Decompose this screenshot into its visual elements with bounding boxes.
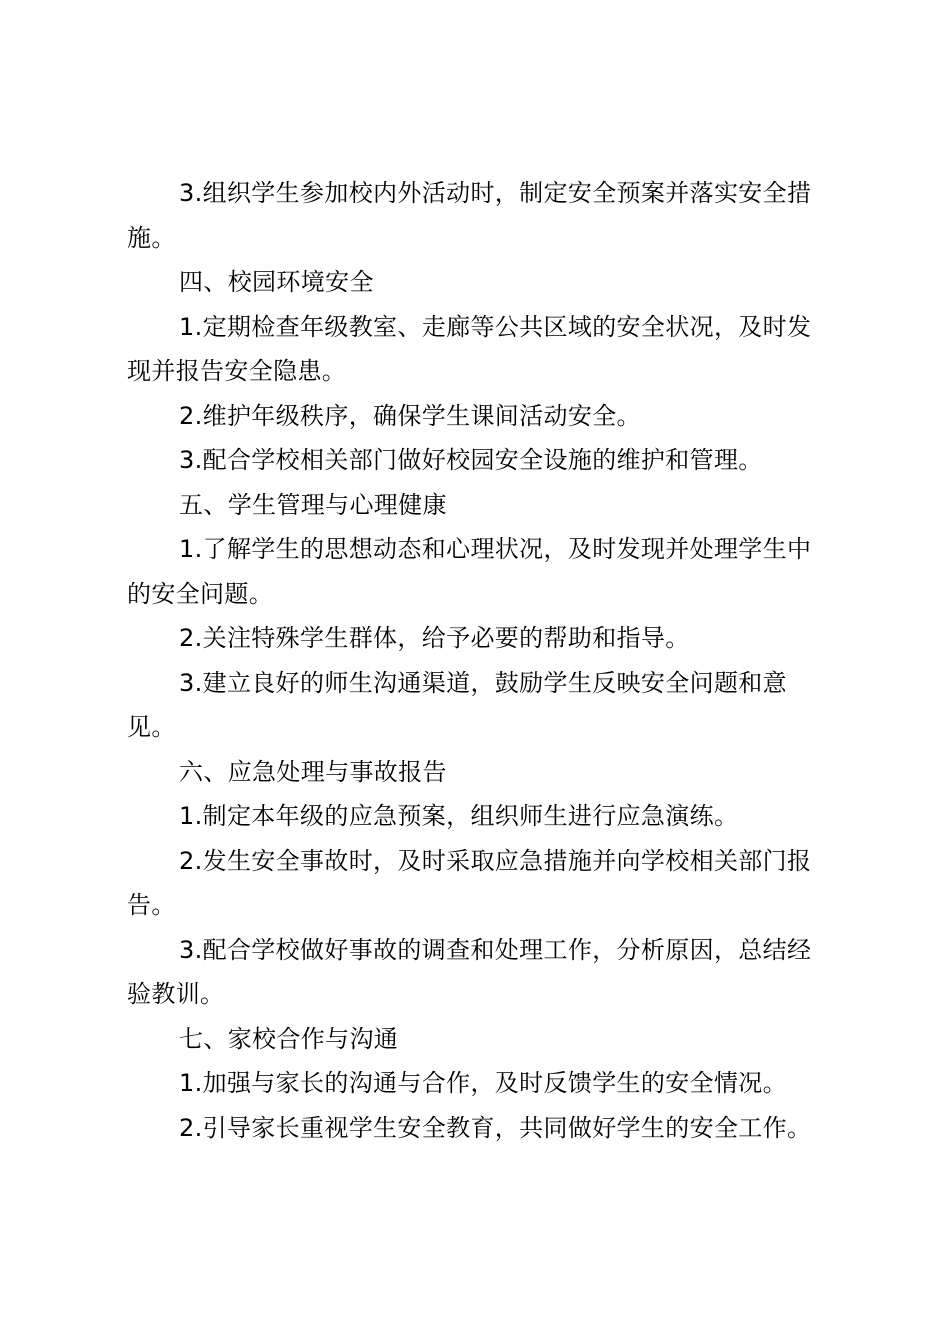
paragraph-item-1-understand-students: 1.了解学生的思想动态和心理状况，及时发现并处理学生中的安全问题。: [127, 535, 812, 608]
paragraph-item-1-regular-inspection: 1.定期检查年级教室、走廊等公共区域的安全状况，及时发现并报告安全隐患。: [127, 312, 812, 385]
section-heading-home-school-cooperation: 七、家校合作与沟通: [179, 1024, 399, 1053]
paragraph-item-2-maintain-order: 2.维护年级秩序，确保学生课间活动安全。: [179, 401, 641, 430]
paragraph-item-3-communication-channels: 3.建立良好的师生沟通渠道，鼓励学生反映安全问题和意见。: [127, 668, 787, 741]
paragraph-item-3-safety-measures: 3.组织学生参加校内外活动时，制定安全预案并落实安全措施。: [127, 179, 812, 252]
paragraph-item-2-special-groups: 2.关注特殊学生群体，给予必要的帮助和指导。: [179, 624, 690, 652]
paragraph-item-3-accident-investigation: 3.配合学校做好事故的调查和处理工作，分析原因，总结经验教训。: [127, 935, 812, 1008]
paragraph-item-2-parent-guidance: 2.引导家长重视学生安全教育，共同做好学生的安全工作。: [179, 1113, 812, 1142]
section-heading-student-management: 五、学生管理与心理健康: [179, 490, 447, 519]
section-heading-campus-environment: 四、校园环境安全: [179, 268, 374, 296]
paragraph-item-3-facility-maintenance: 3.配合学校相关部门做好校园安全设施的维护和管理。: [179, 446, 763, 474]
document-body: [127, 171, 827, 1150]
paragraph-item-2-accident-response: 2.发生安全事故时，及时采取应急措施并向学校相关部门报告。: [127, 846, 812, 919]
section-heading-emergency-handling: 六、应急处理与事故报告: [179, 757, 447, 786]
paragraph-item-1-emergency-plan: 1.制定本年级的应急预案，组织师生进行应急演练。: [179, 802, 739, 830]
paragraph-item-1-parent-communication: 1.加强与家长的沟通与合作，及时反馈学生的安全情况。: [179, 1069, 787, 1097]
